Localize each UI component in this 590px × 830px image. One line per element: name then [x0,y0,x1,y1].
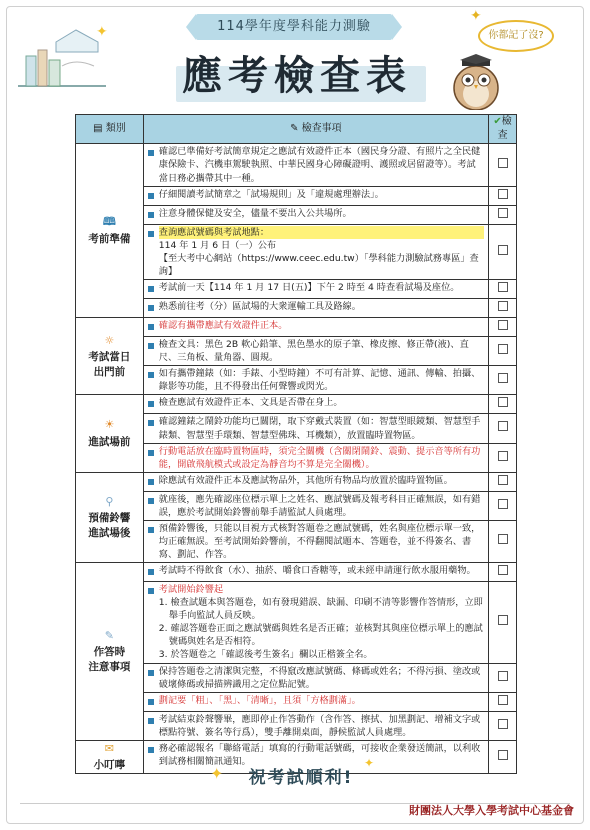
checkbox[interactable] [498,282,508,292]
checkbox[interactable] [498,320,508,330]
bookshelf-illustration [16,22,108,92]
check-item-text: 查詢應試號碼與考試地點： [159,226,484,239]
check-item-cell [143,663,488,692]
bullet-icon [148,286,154,292]
checkbox[interactable] [498,615,508,625]
bullet-icon [148,450,154,456]
table-row [76,395,517,414]
check-item-cell [143,366,488,395]
check-cell [489,337,517,366]
check-item-text: 考試時不得飲食（水）、抽菸、嚼食口香糖等，或未經申請運行飲水服用藥物。 [158,565,476,577]
check-item-cell [143,711,488,740]
checkbox[interactable] [498,750,508,760]
bullet-icon [148,699,154,705]
checkbox[interactable] [498,158,508,168]
checkbox[interactable] [498,189,508,199]
check-cell [489,472,517,491]
check-item-text: 熟悉前往考（分）區試場的大衆運輸工具及路線。 [158,301,361,312]
check-item-text: 就座後，應先確認座位標示單上之姓名、應試號碼及報考科目正確無誤，如有錯誤，應於考試開始鈴響前舉手請監試人員處理。 [158,493,481,518]
category-cell [76,144,144,318]
good-luck-message: 祝考試順利! [248,768,354,788]
check-cell [489,740,517,774]
check-item-cell [143,563,488,582]
sparkle-icon: ✦ [210,764,224,783]
check-cell [489,279,517,298]
check-item-cell [143,279,488,298]
check-item-text: 注意身體保健及安全，儘量不要出入公共場所。 [158,207,352,219]
sparkle-icon: ✦ [96,24,108,40]
category-cell [76,563,144,741]
check-item-cell [143,337,488,366]
check-cell [489,692,517,711]
checkbox[interactable] [498,373,508,383]
bullet-icon [148,305,154,311]
check-item-text: 檢查應試有效證件正本、文具是否帶在身上。 [158,397,343,409]
table-row [76,563,517,582]
bullet-icon [148,212,154,218]
check-item-cell [143,443,488,472]
checkmark-icon: ✔ [493,116,502,127]
check-cell [489,144,517,186]
check-item-text: 行動電話放在臨時置物區時，須完全關機（含關閉鬧鈴、震動、提示音等所有功能，開啟飛航模式或設定為靜音均不算是完全關機）。 [158,445,481,470]
page-title: 應考檢查表 [182,53,412,99]
check-item-text: 劃記要「粗」、「黑」、「清晰」，且須「方格劃滿」。 [158,694,361,706]
subtitle-banner: 114學年度學科能力測驗 [196,14,392,40]
category-label: 考前準備 [88,233,131,246]
checkbox[interactable] [498,671,508,681]
checkbox[interactable] [498,475,508,485]
category-label-line2: 出門前 [93,366,126,379]
check-item-cell [143,144,488,186]
sparkle-icon: ✦ [470,8,482,24]
checkbox[interactable] [498,451,508,461]
category-cell [76,472,144,562]
check-item-text: 3. 於答題卷之「確認後考生簽名」欄以正楷簽全名。 [158,649,373,661]
owl-mascot-icon [440,52,512,110]
check-item-text: 考試結束鈴聲響畢，應即停止作答動作（含作答、擦拭、加黑劃記、增補文字或標點符號、簽名等行爲），雙手離開桌面，靜候監試人員處理。 [158,713,481,738]
checkbox[interactable] [498,344,508,354]
bullet-icon [148,193,154,199]
header [0,0,590,112]
check-cell [489,563,517,582]
category-cell [76,740,144,774]
mail-icon: ✉ [104,741,114,755]
speech-bubble: 你都記了沒? [478,20,554,52]
column-header-item: ✎ 檢查事項 [143,115,488,144]
bullet-icon [148,372,154,378]
check-item-text: 確認有攜帶應試有效證件正本。 [158,320,288,332]
check-item-cell [143,472,488,491]
check-cell [489,520,517,562]
check-cell [489,443,517,472]
bullet-icon [148,569,154,575]
category-cell [76,318,144,395]
category-label: 進試場前 [88,435,131,448]
check-cell [489,318,517,337]
bullet-icon [148,401,154,407]
check-item-text: 1. 檢查試題本與答題卷，如有發現錯誤、缺漏、印刷不清等影響作答情形，立即舉手向監試人員反映。 [158,597,483,622]
check-item-text: 114 年 1 月 6 日（一）公布 [158,239,277,251]
check-item-text: 【至大考中心網站（https://www.ceec.edu.tw）「學科能力測驗試務專區」查詢】 [158,252,479,277]
check-cell [489,414,517,443]
column-header-check: ✔檢查 [489,115,517,144]
check-cell [489,205,517,224]
check-item-cell [143,491,488,520]
check-item-cell [143,520,488,562]
checkbox[interactable] [498,397,508,407]
check-item-cell [143,692,488,711]
checkbox[interactable] [498,301,508,311]
check-cell [489,299,517,318]
check-cell [489,663,517,692]
check-cell [489,224,517,279]
check-item-text: 保持答題卷之清潔與完整，不得竄改應試號碼、條碼或姓名；不得污損、塗改或破壞條碼或掃描辨識用之定位點記號。 [158,665,481,690]
category-label: 考試當日 [88,351,131,364]
category-label: 小叮嚀 [93,759,126,772]
bullet-icon [148,420,154,426]
checkbox[interactable] [498,719,508,729]
checkbox[interactable] [498,208,508,218]
check-item-cell [143,582,488,663]
check-item-text: 預備鈴響後，只能以目視方式核對答題卷之應試號碼，姓名與座位標示單一致，均正確無誤。至考試開始鈴響前，不得翻閱試題本、答題卷，並不得簽名、書寫、劃記、作答。 [158,522,481,560]
check-item-cell [143,318,488,337]
check-item-cell [143,186,488,205]
sun-icon: ☼ [104,333,115,347]
category-label: 作答時 [93,646,126,659]
check-cell [489,491,517,520]
category-label: 預備鈴響 [88,512,131,525]
bulb-icon: ☀ [104,418,115,432]
check-item-cell [143,224,488,279]
check-item-text: 考試前一天【114 年 1 月 17 日(五)】下午 2 時至 4 時查看試場及座位。 [158,281,460,293]
check-cell [489,711,517,740]
checkbox[interactable] [498,565,508,575]
bullet-icon [148,718,154,724]
check-item-cell [143,395,488,414]
check-item-cell [143,205,488,224]
check-item-cell [143,299,488,318]
check-item-text: 務必確認報名「聯絡電話」填寫的行動電話號碼，可接收企業發送簡訊，以利收到試務相關簡訊通知。 [158,742,481,767]
sparkle-icon: ✦ [364,756,375,770]
category-cell [76,395,144,472]
table-row [76,144,517,186]
checkbox[interactable] [498,499,508,509]
checkbox[interactable] [498,245,508,255]
bullet-icon [148,588,154,594]
pin-icon: ⚲ [105,494,114,508]
bullet-icon [148,479,154,485]
check-cell [489,366,517,395]
bullet-icon [148,527,154,533]
checkbox[interactable] [498,421,508,431]
bullet-icon [148,343,154,349]
check-item-cell [143,414,488,443]
bullet-icon [148,324,154,330]
book-icon: 🕮 [102,215,116,229]
check-item-text: 除應試有效證件正本及應試物品外，其他所有物品均放置於臨時置物區。 [158,474,453,486]
bullet-icon [148,150,154,156]
check-item-text: 2. 確認答題卷正面之應試號碼與姓名是否正確；並核對其與座位標示單上的應試號碼與姓名是否相符。 [158,623,483,648]
bullet-icon [148,670,154,676]
check-cell [489,186,517,205]
check-cell [489,395,517,414]
table-row [76,472,517,491]
checkbox[interactable] [498,695,508,705]
bullet-icon [148,747,154,753]
organization-name: 財團法人大學入學考試中心基金會 [409,804,574,817]
column-header-category: ▤ 類別 [76,115,144,144]
category-label-line2: 進試場後 [88,527,131,540]
checklist-table [75,114,517,774]
check-cell [489,582,517,663]
bullet-icon [148,231,154,237]
check-item-text: 仔細閱讀考試簡章之「試場規則」及「違規處理辦法」。 [158,188,384,200]
pencil-icon: ✎ [104,628,114,642]
category-label-line2: 注意事項 [88,661,131,674]
check-item-text: 檢查文具：黑色 2B 軟心鉛筆、黑色墨水的原子筆、橡皮擦、修正帶(液)、直尺、三角板、量角器、圓規。 [158,339,469,364]
table-header-row [76,115,517,144]
check-item-text: 如有攜帶鐘錶（如：手錶、小型時鐘）不可有計算、記憶、通訊、傳輸、拍攝、錄影等功能，且不得發出任何聲響或閃光。 [158,368,481,393]
bullet-icon [148,498,154,504]
check-item-text: 確認鐘錶之鬧鈴功能均已關閉，取下穿戴式裝置（如：智慧型眼鏡類、智慧型手錶類、智慧型手環類、智慧型佛珠、耳機類），放置臨時置物區。 [158,416,481,441]
checkbox[interactable] [498,534,508,544]
pencil-icon: ✎ [290,123,302,135]
list-icon: ▤ [93,123,106,135]
table-row [76,318,517,337]
check-item-text: 考試開始鈴響起 [158,584,224,596]
check-item-text: 確認已準備好考試簡章規定之應試有效證件正本（國民身分證、有照片之全民健康保險卡、汽機車駕駛執照、中華民國身心障礙證明、護照或居留證等）。考試當日務必攜帶其中一種。 [158,146,481,184]
